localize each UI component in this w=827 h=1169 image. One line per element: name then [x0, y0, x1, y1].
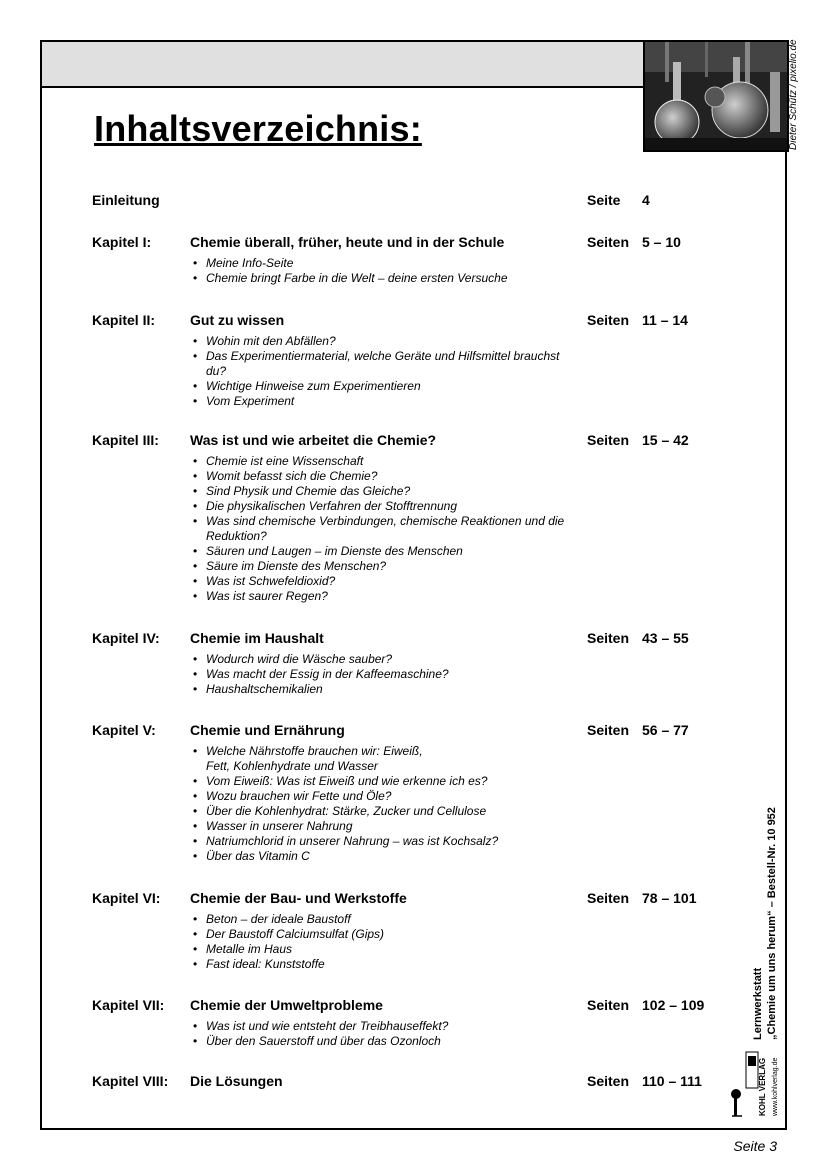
entry-seite: Seite: [587, 192, 621, 208]
entry-seite: Seiten: [587, 312, 630, 328]
list-item: • Das Experimentiermaterial, welche Geräte und Hilfsmittel brauchst du?: [193, 349, 573, 379]
entry-seite: Seiten: [587, 890, 630, 906]
list-item: • Womit befasst sich die Chemie?: [193, 469, 573, 484]
publisher-logo: [730, 1050, 778, 1120]
entry-label: Kapitel IV:: [92, 630, 160, 646]
entry-label: Kapitel V:: [92, 722, 156, 738]
entry-pages: 11 – 14: [642, 312, 688, 328]
entry-label: Kapitel VI:: [92, 890, 161, 906]
entry-chapter: Chemie überall, früher, heute und in der Schule: [190, 234, 505, 250]
entry-pages: 102 – 109: [642, 997, 705, 1013]
list-item: • Sind Physik und Chemie das Gleiche?: [193, 484, 573, 499]
list-item: • Was sind chemische Verbindungen, chemische Reaktionen und die Reduktion?: [193, 514, 573, 544]
entry-label: Kapitel II:: [92, 312, 156, 328]
entry-items: [193, 454, 573, 604]
entry-chapter: Chemie der Umweltprobleme: [190, 997, 383, 1013]
list-item: • Beton – der ideale Baustoff: [193, 912, 573, 927]
photo-credit: Dieter Schütz / pixelio.de: [788, 39, 799, 150]
entry-seite: Seiten: [587, 234, 630, 250]
toc-entry-kapitel-8: [92, 1073, 732, 1091]
toc-entry-kapitel-1: [92, 234, 732, 286]
list-item: • Über die Kohlenhydrat: Stärke, Zucker und Cellulose: [193, 804, 573, 819]
entry-items: [193, 912, 573, 972]
entry-seite: Seiten: [587, 1073, 630, 1089]
sidebar-url: www.kohlverlag.de: [772, 1057, 779, 1116]
entry-label: Einleitung: [92, 192, 160, 208]
tree-logo-icon: [730, 1050, 778, 1120]
entry-chapter: Chemie der Bau- und Werkstoffe: [190, 890, 407, 906]
list-item: • Die physikalischen Verfahren der Stofftrennung: [193, 499, 573, 514]
list-item: • Chemie bringt Farbe in die Welt – deine ersten Versuche: [193, 271, 573, 286]
entry-chapter: Chemie und Ernährung: [190, 722, 345, 738]
entry-pages: 15 – 42: [642, 432, 689, 448]
entry-items: [193, 744, 573, 864]
entry-label: Kapitel III:: [92, 432, 159, 448]
toc-entry-kapitel-5: [92, 722, 732, 864]
list-item: • Meine Info-Seite: [193, 256, 573, 271]
list-item: • Über das Vitamin C: [193, 849, 573, 864]
list-item: • Säuren und Laugen – im Dienste des Menschen: [193, 544, 573, 559]
page-title: Inhaltsverzeichnis:: [94, 108, 422, 149]
entry-pages: 43 – 55: [642, 630, 689, 646]
flask-illustration: [645, 42, 787, 150]
toc-entry-kapitel-2: [92, 312, 732, 409]
entry-items: [193, 1019, 573, 1049]
list-item: • Vom Eiweiß: Was ist Eiweiß und wie erkenne ich es?: [193, 774, 573, 789]
list-item: • Der Baustoff Calciumsulfat (Gips): [193, 927, 573, 942]
list-item: • Wohin mit den Abfällen?: [193, 334, 573, 349]
entry-seite: Seiten: [587, 722, 630, 738]
entry-pages: 110 – 111: [642, 1073, 702, 1089]
list-item: • Metalle im Haus: [193, 942, 573, 957]
list-item: • Was ist saurer Regen?: [193, 589, 573, 604]
list-item: • Über den Sauerstoff und über das Ozonloch: [193, 1034, 573, 1049]
entry-items: [193, 652, 573, 697]
list-item: • Was ist Schwefeldioxid?: [193, 574, 573, 589]
toc-entry-kapitel-4: [92, 630, 732, 697]
list-item: • Natriumchlorid in unserer Nahrung – was ist Kochsalz?: [193, 834, 573, 849]
list-item: • Was ist und wie entsteht der Treibhauseffekt?: [193, 1019, 573, 1034]
entry-items: [193, 334, 573, 409]
list-item: • Wichtige Hinweise zum Experimentieren: [193, 379, 573, 394]
list-item: • Vom Experiment: [193, 394, 573, 409]
sidebar-title: „Chemie um uns herum“ – Bestell-Nr. 10 952: [766, 807, 778, 1040]
list-item: • Wozu brauchen wir Fette und Öle?: [193, 789, 573, 804]
toc-entry-kapitel-6: [92, 890, 732, 972]
page-number: Seite 3: [733, 1138, 777, 1154]
list-item: • Säure im Dienste des Menschen?: [193, 559, 573, 574]
entry-pages: 78 – 101: [642, 890, 697, 906]
toc-entry-kapitel-3: [92, 432, 732, 604]
entry-seite: Seiten: [587, 630, 630, 646]
entry-seite: Seiten: [587, 997, 630, 1013]
entry-pages: 56 – 77: [642, 722, 689, 738]
header-bar: [42, 42, 645, 88]
list-item: • Haushaltschemikalien: [193, 682, 573, 697]
entry-seite: Seiten: [587, 432, 630, 448]
entry-pages: 4: [642, 192, 650, 208]
entry-label: Kapitel I:: [92, 234, 152, 250]
sidebar-series: Lernwerkstatt: [752, 967, 764, 1040]
list-item: • Chemie ist eine Wissenschaft: [193, 454, 573, 469]
logo-text: KOHL VERLAG: [758, 1057, 767, 1116]
entry-chapter: Die Lösungen: [190, 1073, 283, 1089]
list-item: • Welche Nährstoffe brauchen wir: Eiweiß, Fett, Kohlenhydrate und Wasser: [193, 744, 436, 774]
list-item: • Wodurch wird die Wäsche sauber?: [193, 652, 573, 667]
entry-chapter: Was ist und wie arbeitet die Chemie?: [190, 432, 437, 448]
toc-entry-einleitung: [92, 192, 732, 210]
lab-glassware-photo: [643, 40, 789, 152]
entry-chapter: Gut zu wissen: [190, 312, 285, 328]
entry-pages: 5 – 10: [642, 234, 681, 250]
list-item: • Fast ideal: Kunststoffe: [193, 957, 573, 972]
entry-items: [193, 256, 573, 286]
list-item: • Was macht der Essig in der Kaffeemaschine?: [193, 667, 573, 682]
list-item: • Wasser in unserer Nahrung: [193, 819, 573, 834]
toc-entry-kapitel-7: [92, 997, 732, 1049]
entry-label: Kapitel VIII:: [92, 1073, 169, 1089]
entry-chapter: Chemie im Haushalt: [190, 630, 324, 646]
entry-label: Kapitel VII:: [92, 997, 165, 1013]
